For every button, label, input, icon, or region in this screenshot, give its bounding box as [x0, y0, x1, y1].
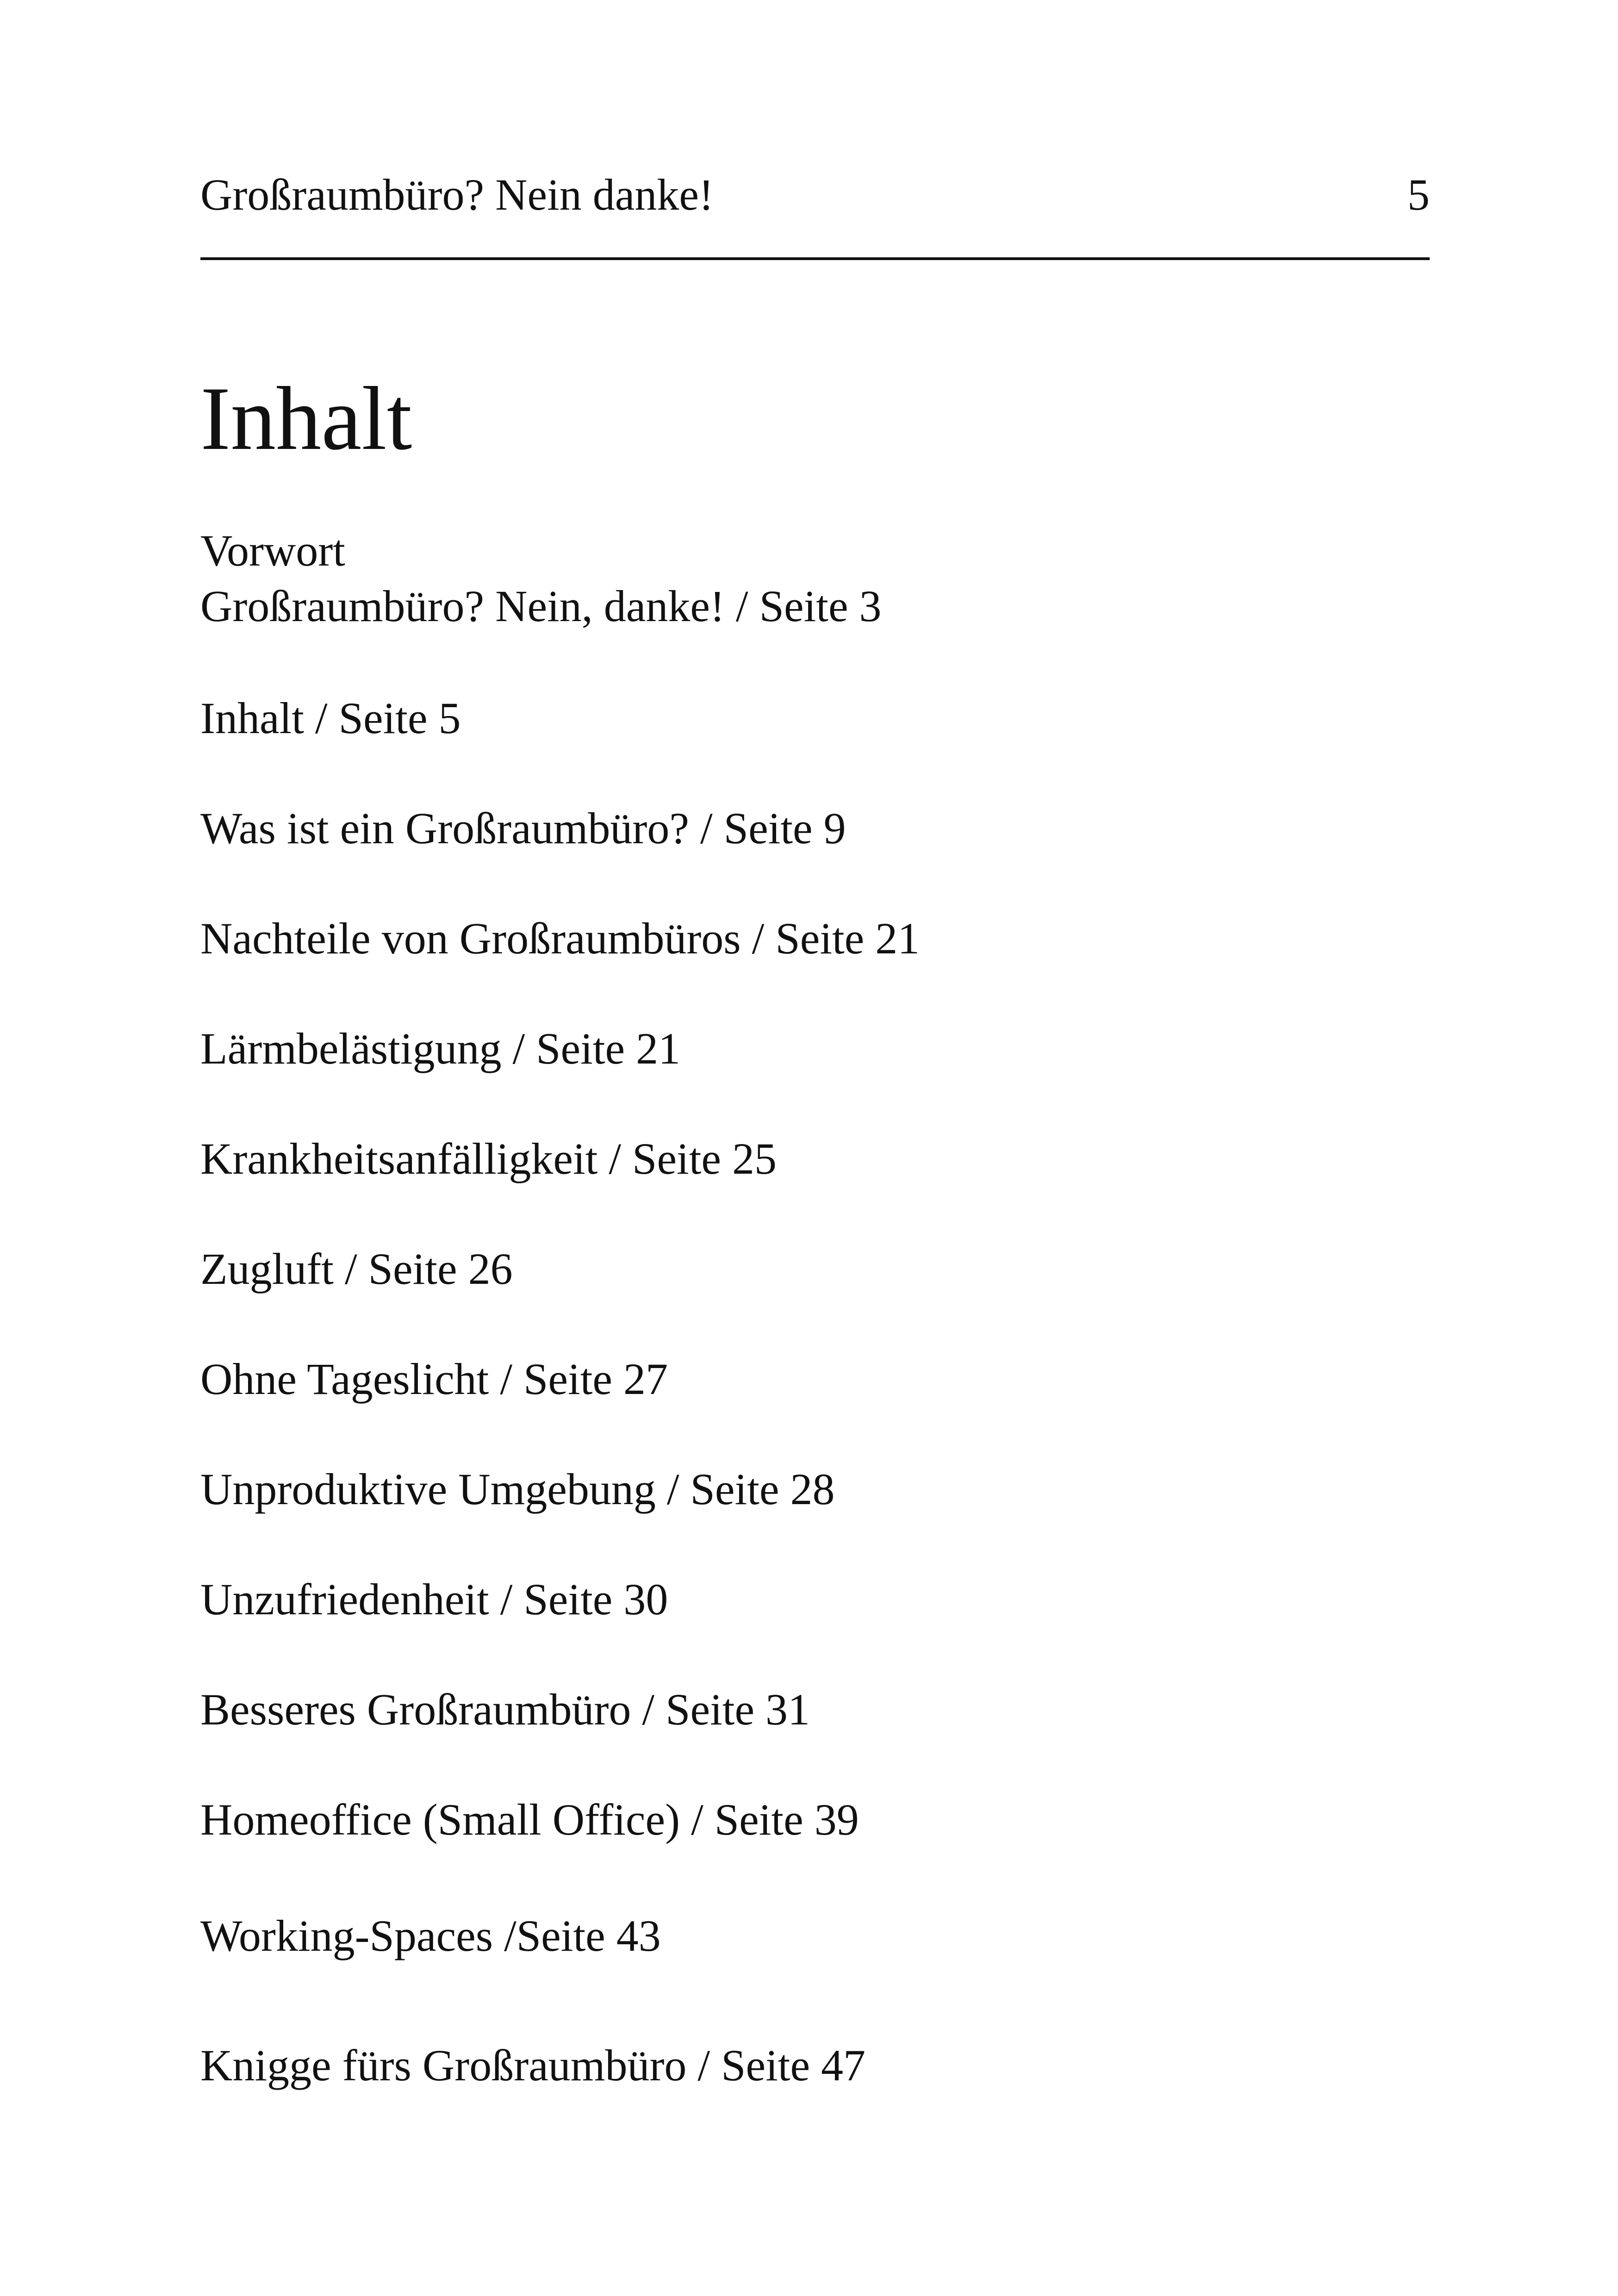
- toc-entry-krankheitsanfaelligkeit: Krankheitsanfälligkeit / Seite 25: [200, 1134, 777, 1183]
- running-title: Großraumbüro? Nein danke!: [200, 170, 714, 219]
- toc-entry-besseres-grossraumbuero: Besseres Großraumbüro / Seite 31: [200, 1685, 810, 1734]
- toc-entry-vorwort-title: Großraumbüro? Nein, danke! / Seite 3: [200, 581, 882, 631]
- toc-entry-nachteile: Nachteile von Großraumbüros / Seite 21: [200, 914, 920, 963]
- toc-entry-unproduktive-umgebung: Unproduktive Umgebung / Seite 28: [200, 1464, 835, 1514]
- toc-entry-knigge: Knigge fürs Großraumbüro / Seite 47: [200, 2041, 866, 2090]
- toc-entry-ohne-tageslicht: Ohne Tageslicht / Seite 27: [200, 1354, 668, 1404]
- toc-entry-homeoffice: Homeoffice (Small Office) / Seite 39: [200, 1795, 859, 1844]
- running-header: [200, 165, 1430, 225]
- toc-heading: Inhalt: [200, 368, 412, 469]
- header-rule: [200, 257, 1430, 260]
- toc-entry-vorwort-label: Vorwort: [200, 526, 345, 575]
- toc-entry-vorwort: [200, 523, 882, 634]
- toc-entry-unzufriedenheit: Unzufriedenheit / Seite 30: [200, 1574, 668, 1624]
- toc-entry-was-ist: Was ist ein Großraumbüro? / Seite 9: [200, 803, 846, 853]
- toc-entry-zugluft: Zugluft / Seite 26: [200, 1244, 513, 1294]
- page-number: 5: [1407, 170, 1430, 219]
- toc-entry-laermbelaestigung: Lärmbelästigung / Seite 21: [200, 1024, 681, 1073]
- toc-entry-working-spaces: Working-Spaces /Seite 43: [200, 1911, 661, 1960]
- toc-entry-inhalt: Inhalt / Seite 5: [200, 693, 461, 743]
